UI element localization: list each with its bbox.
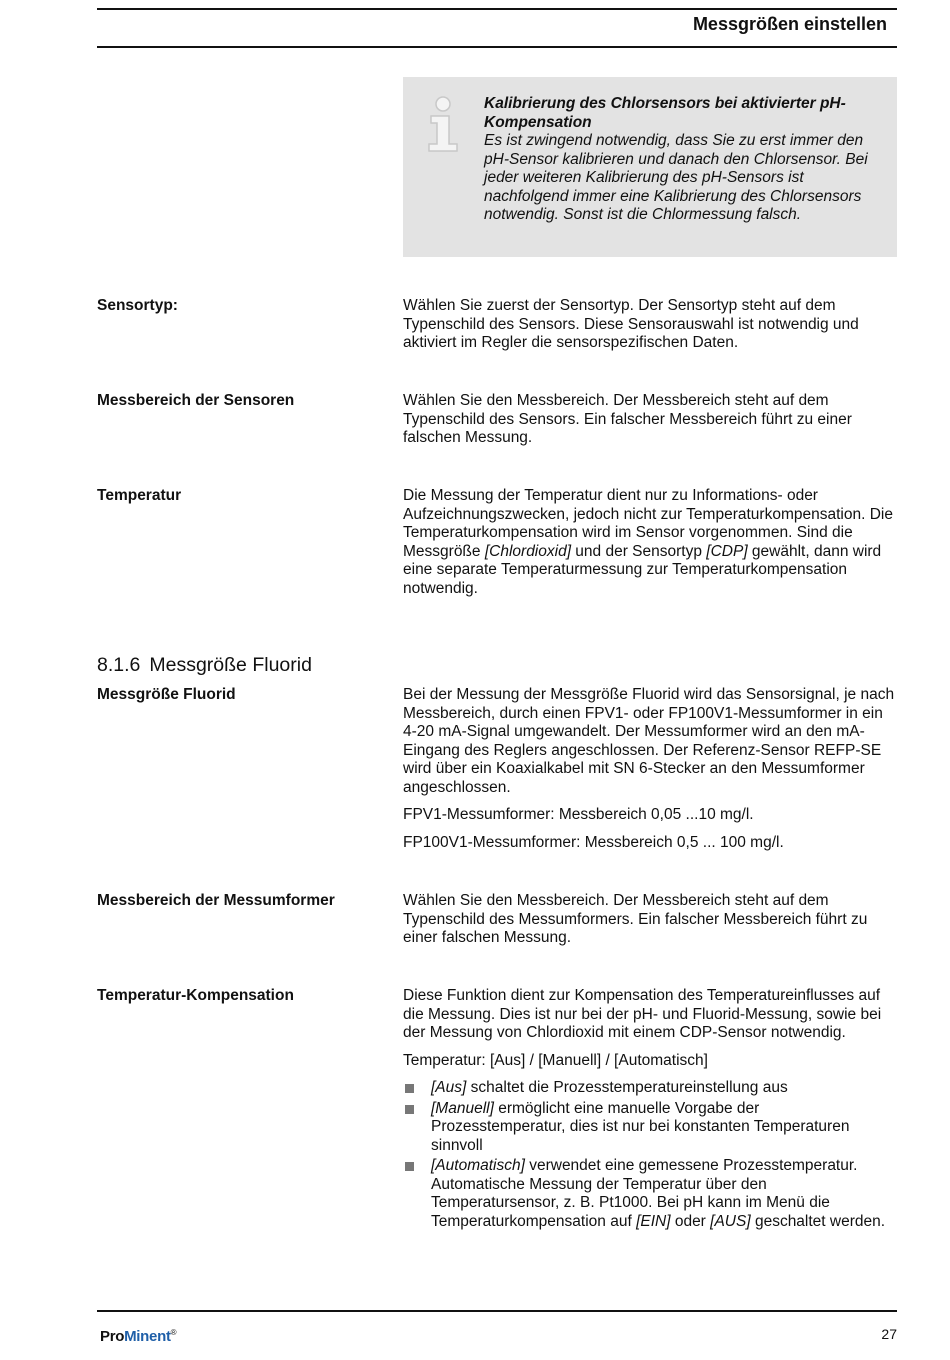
temp-kompensation-label: Temperatur-Kompensation — [97, 987, 294, 1004]
sensortyp-text — [403, 297, 895, 362]
info-note-title: Kalibrierung des Chlorsensors bei aktivierter pH-Kompensation — [484, 95, 846, 131]
fluorid-text — [403, 686, 895, 861]
messbereich-sensoren-paragraph: Wählen Sie den Messbereich. Der Messbereich steht auf dem Typenschild des Sensors. Ein falscher Messbereich führt zu einer falschen Messung. — [403, 392, 852, 446]
temp-kompensation-text — [403, 987, 895, 1233]
temp-kompensation-options: Temperatur: [Aus] / [Manuell] / [Automatisch] — [403, 1051, 708, 1069]
info-note-body: Es ist zwingend notwendig, dass Sie zu erst immer den pH-Sensor kalibrieren und danach den Chlorsensor. Bei jeder weiteren Kalibrierung des pH-Sensors ist nachfolgend immer eine Kalibrierung des Chlorsensors notwendig. Sonst ist die Chlormessung falsch. — [484, 132, 868, 223]
section-heading — [97, 654, 312, 677]
messbereich-messumformer-text — [403, 892, 895, 957]
temperatur-text — [403, 487, 895, 607]
fluorid-range-1: FPV1-Messumformer: Messbereich 0,05 ...10 mg/l. — [403, 806, 754, 823]
chlordioxid-term: [Chlordioxid] — [484, 542, 571, 560]
footer-rule — [97, 1310, 897, 1312]
section-number: 8.1.6 — [97, 654, 141, 676]
messbereich-messumformer-label: Messbereich der Messumformer — [97, 892, 335, 909]
page-number: 27 — [881, 1326, 897, 1342]
temp-kompensation-paragraph: Diese Funktion dient zur Kompensation des Temperatureinflusses auf die Messung. Dies ist nur bei der pH- und Fluorid-Messung, sowie bei der Messung von Chlordioxid mit einem CDP-Sensor notwendig. — [403, 987, 882, 1041]
fluorid-paragraph: Bei der Messung der Messgröße Fluorid wird das Sensorsignal, je nach Messbereich, durch einen FPV1- oder FP100V1-Messumformer in ein 4-20 mA-Signal umgewandelt. Der Messumformer wird an den mA-Eingang des Reglers angeschlossen. Der Referenz-Sensor REFP-SE wird über ein Koaxialkabel mit SN 6-Stecker an den Messumformer angeschlossen. — [403, 686, 895, 796]
sensortyp-paragraph: Wählen Sie zuerst der Sensortyp. Der Sensortyp steht auf dem Typenschild des Sensors. Diese Sensorauswahl ist notwendig und aktiviert im Regler die sensorspezifischen Daten. — [403, 297, 859, 351]
cdp-term: [CDP] — [706, 542, 748, 560]
header-rule-top — [97, 8, 897, 10]
info-note — [484, 95, 879, 225]
messbereich-sensoren-text — [403, 392, 895, 457]
sensortyp-label: Sensortyp: — [97, 297, 178, 314]
bullet-square-icon — [405, 1162, 414, 1171]
messbereich-sensoren-label: Messbereich der Sensoren — [97, 392, 295, 409]
prominent-logo: ProMinent® — [100, 1328, 177, 1345]
list-item: [Aus] schaltet die Prozesstemperatureinstellung aus — [403, 1079, 895, 1098]
page-title: Messgrößen einstellen — [692, 14, 887, 34]
header-rule-bottom — [97, 46, 897, 48]
list-item: [Manuell] ermöglicht eine manuelle Vorgabe der Prozesstemperatur, dies ist nur bei konstanten Temperaturen sinnvoll — [403, 1100, 895, 1156]
fluorid-range-2: FP100V1-Messumformer: Messbereich 0,5 ... 100 mg/l. — [403, 833, 784, 851]
temperatur-paragraph: Die Messung der Temperatur dient nur zu Informations- oder Aufzeichnungszwecken, jedoch nicht zur Temperaturkompensation. Die Temperaturkompensation wird im Sensor vorgenommen. Sind die Messgröße [Chlordioxid] und der Sensortyp [CDP] gewählt, dann wird eine separate Temperaturmessung zur Temperaturkompensation notwendig. — [403, 487, 893, 597]
temperatur-label: Temperatur — [97, 487, 182, 504]
messbereich-messumformer-paragraph: Wählen Sie den Messbereich. Der Messbereich steht auf dem Typenschild des Messumformers. Ein falscher Messbereich führt zu einer falschen Messung. — [403, 892, 868, 946]
list-item: [Automatisch] verwendet eine gemessene Prozesstemperatur. Automatische Messung der Temperatur über den Temperatursensor, z. B. Pt1000. Bei pH kann im Menü die Temperaturkompensation auf [EIN] oder [AUS] geschaltet werden. — [403, 1157, 895, 1231]
option-list — [403, 1079, 895, 1231]
bullet-square-icon — [405, 1084, 414, 1093]
section-title: Messgröße Fluorid — [149, 654, 312, 676]
fluorid-label: Messgröße Fluorid — [97, 686, 236, 703]
info-icon — [425, 95, 465, 155]
bullet-square-icon — [405, 1105, 414, 1114]
